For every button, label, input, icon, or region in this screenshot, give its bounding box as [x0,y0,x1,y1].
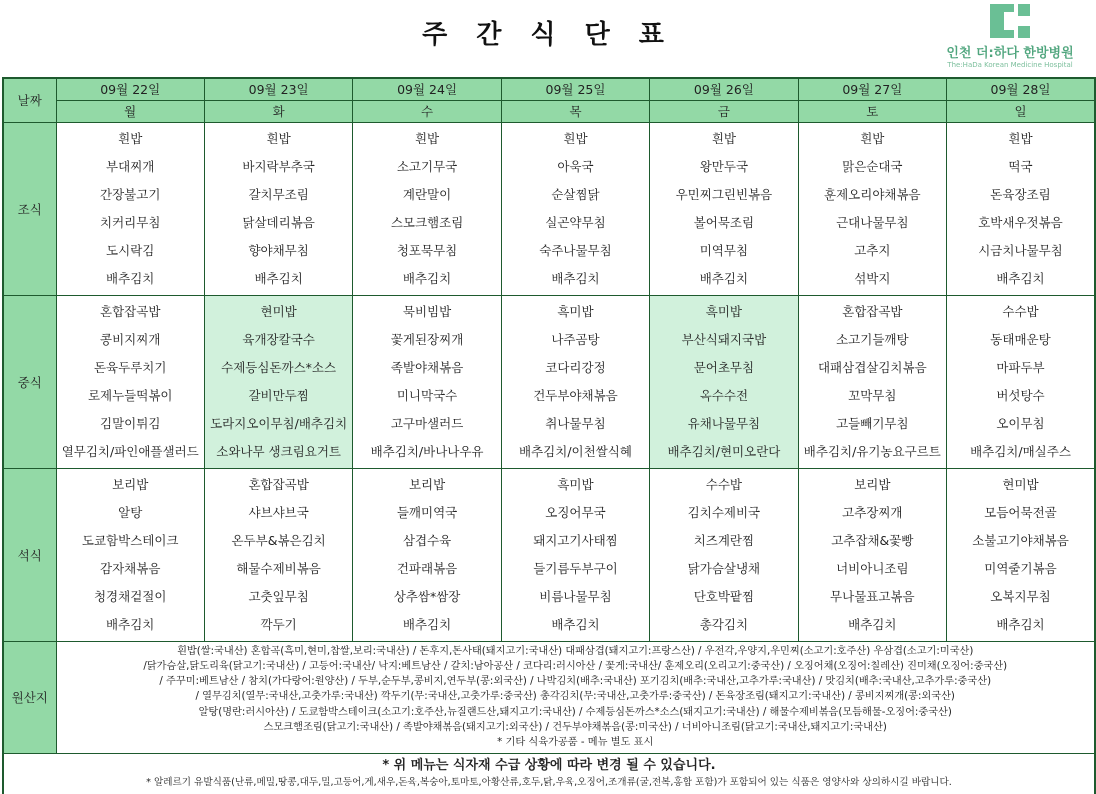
origin-line: /닭가슴살,닭도리육(닭고기:국내산) / 고등어:국내산/ 낙지:베트남산 / 갈치:남아공산 / 코다리:러시아산 / 꽃게:국내산/ 훈제오리(오리고기:중국산) / 오징어채(오징어:칠레산) 진미채(오징어:중국산) [143,660,1008,672]
date-cell: 09월 26일 [650,78,798,100]
weekday-cell: 토 [798,100,946,122]
menu-item: 부산식돼지국밥 [681,331,767,347]
lunch-menu-cell [798,295,946,468]
menu-item: 배추김치/현미오란다 [667,443,781,459]
menu-item: 나주곰탕 [551,331,600,347]
date-cell: 09월 27일 [798,78,946,100]
menu-item: 우민찌그린빈볶음 [675,186,773,202]
menu-item: 배추김치/유기농요구르트 [803,443,941,459]
menu-item: 배추김치 [996,616,1045,632]
menu-item: 섞박지 [854,270,891,286]
menu-item: 갈치무조림 [248,186,309,202]
dinner-menu-cell [204,468,352,641]
menu-item: 훈제오리야채볶음 [824,186,921,202]
breakfast-menu-cell [353,122,501,295]
menu-item: 모듬어묵전골 [984,504,1057,520]
date-cell: 09월 22일 [56,78,204,100]
menu-item: 맑은순대국 [842,158,903,174]
menu-item: 육개장칼국수 [242,331,315,347]
menu-item: 배추김치 [699,270,749,286]
dinner-menu-cell [353,468,501,641]
page-title: 주 간 식 단 표 [422,20,674,50]
menu-item: 닭살데리볶음 [242,214,315,230]
menu-item: 총각김치 [699,616,749,632]
date-cell: 09월 23일 [204,78,352,100]
dinner-menu-cell [501,468,649,641]
menu-item: 도시락김 [106,242,155,258]
hospital-logo-icon [990,4,1030,38]
menu-item: 배추김치 [848,616,897,632]
menu-item: 떡국 [1008,158,1033,174]
dinner-menu-cell [650,468,798,641]
origin-line: 흰밥(쌀:국내산) 혼합곡(흑미,현미,찹쌀,보리:국내산) / 돈후지,돈사태(돼지고기:국내산) 대패삼겹(돼지고기:프랑스산) / 우전각,우양지,우민찌(소고기:호주산) 우삼겹(소고기:미국산) [177,645,974,657]
menu-item: 무나물표고볶음 [830,588,915,604]
lunch-menu-cell [650,295,798,468]
weekday-cell: 일 [947,100,1095,122]
menu-item: 청포묵무침 [396,242,458,258]
menu-item: 왕만두국 [699,158,749,174]
menu-item: 흰밥 [1008,130,1033,146]
menu-item: 보리밥 [408,476,446,492]
menu-item: 비름나물무침 [539,588,612,604]
lunch-menu-cell [56,295,204,468]
menu-item: 소고기들깨탕 [836,331,909,347]
breakfast-menu-cell [798,122,946,295]
origin-line: * 기타 식육가공품 - 메뉴 별도 표시 [497,737,654,749]
weekday-cell: 수 [353,100,501,122]
menu-item: 들깨미역국 [396,504,458,520]
menu-item: 유채나물무침 [687,415,761,431]
menu-item: 배추김치 [551,616,600,632]
menu-item: 오징어무국 [545,504,606,520]
menu-item: 로제누들떡볶이 [87,387,173,403]
menu-item: 시금치나물무침 [978,242,1063,258]
menu-item: 숙주나물무침 [539,242,612,258]
menu-item: 흰밥 [118,130,143,146]
menu-item: 흰밥 [563,130,588,146]
hospital-name: 인천 더:하다 한방병원 [946,46,1074,61]
menu-item: 근대나물무침 [836,214,909,230]
origin-line: 알탕(명란:러시아산) / 도쿄함박스테이크(소고기:호주산,뉴질랜드산,돼지고기:국내산) / 수제등심돈까스*소스(돼지고기:국내산) / 해물수제비볶음(모듬해물-오징어:중국산) [198,706,952,718]
menu-item: 흰밥 [860,130,885,146]
allergy-notice: * 알레르기 유발식품(난류,메밀,땅콩,대두,밀,고등어,게,새우,돈육,복숭아,토마토,아황산류,호두,닭,우육,오징어,조개류(굴,전복,홍합 포함)가 포함되어 있는 식품은 영양사와 상의하시길 바랍니다. [146,776,952,788]
menu-item: 상추쌈*쌈장 [393,588,461,604]
lunch-menu-cell [947,295,1095,468]
date-row [3,78,1095,100]
breakfast-menu-cell [650,122,798,295]
menu-item: 보리밥 [854,476,891,492]
menu-item: 온두부&볶은김치 [231,532,326,548]
menu-item: 건두부야채볶음 [533,387,618,403]
menu-item: 대패삼겹살김치볶음 [817,359,927,375]
lunch-menu-cell [204,295,352,468]
menu-item: 혼합잡곡밥 [248,476,309,492]
menu-item: 청경채겉절이 [93,588,167,604]
menu-item: 들기름두부구이 [533,560,618,576]
origin-line: / 열무김치(열무:국내산,고춧가루:국내산) 깍두기(무:국내산,고춧가루:중국산) 총각김치(무:국내산,고춧가루:중국산) / 돈육장조림(돼지고기:국내산) / 콩비지찌개(콩:외국산) [195,691,955,703]
menu-change-notice: * 위 메뉴는 식자재 수급 상황에 따라 변경 될 수 있습니다. [382,757,716,773]
menu-item: 김말이튀김 [100,415,161,431]
menu-item: 고추장찌개 [842,504,903,520]
menu-item: 꽃게된장찌개 [390,331,464,347]
menu-item: 배추김치/이천쌀식혜 [519,443,632,459]
menu-item: 호박새우젓볶음 [978,214,1063,230]
lunch-row [3,295,1095,468]
breakfast-label: 조식 [3,122,56,295]
menu-item: 샤브샤브국 [248,504,309,520]
lunch-label: 중식 [3,295,56,468]
menu-item: 건파래볶음 [396,560,458,576]
menu-item: 열무김치/파인애플샐러드 [61,443,199,459]
menu-item: 흰밥 [711,130,736,146]
menu-item: 너비아니조림 [836,560,909,576]
menu-item: 소고기무국 [396,158,458,174]
menu-item: 현미밥 [1002,476,1039,492]
menu-item: 알탕 [118,504,143,520]
date-cell: 09월 24일 [353,78,501,100]
menu-item: 치커리무침 [100,214,161,230]
weekday-cell: 목 [501,100,649,122]
dinner-menu-cell [798,468,946,641]
origin-line: 스모크햄조림(닭고기:국내산) / 족발야채볶음(돼지고기:외국산) / 건두부야채볶음(콩:미국산) / 너비아니조림(닭고기:국내산,돼지고기:국내산) [263,721,887,733]
menu-item: 콩비지찌개 [100,331,161,347]
menu-item: 취나물무침 [545,415,606,431]
menu-item: 부대찌개 [106,158,155,174]
menu-item: 흑미밥 [705,303,743,319]
origin-line: / 주꾸미:베트남산 / 참치(가다랑어:원양산) / 두부,순두부,콩비지,연두부(콩:외국산) / 나박김치(배추:국내산) 포기김치(배추:국내산,고추가루:국내산) / 맛김치(배추:국내산,고추가루:중국산) [159,676,992,688]
menu-item: 꼬막무침 [848,387,897,403]
menu-item: 배추김치 [106,270,155,286]
hospital-logo [930,4,1090,69]
menu-item: 미역무침 [699,242,749,258]
menu-item: 해물수제비볶음 [236,560,321,576]
menu-item: 족발야채볶음 [390,359,464,375]
menu-item: 배추김치/바나나우유 [370,443,484,459]
menu-item: 흰밥 [266,130,291,146]
menu-item: 돈육두루치기 [93,359,167,375]
menu-item: 배추김치 [402,270,452,286]
menu-item: 순살찜닭 [551,186,600,202]
menu-item: 동태매운탕 [990,331,1051,347]
menu-item: 삼겹수육 [402,532,452,548]
weekday-cell: 월 [56,100,204,122]
menu-item: 볼어묵조림 [693,214,755,230]
dinner-row [3,468,1095,641]
weekday-row [3,100,1095,122]
menu-item: 실곤약무침 [545,214,606,230]
menu-item: 갈비만두찜 [248,387,309,403]
menu-item: 보리밥 [112,476,149,492]
breakfast-menu-cell [56,122,204,295]
menu-item: 소와나무 생크림요거트 [216,443,341,459]
menu-item: 혼합잡곡밥 [100,303,161,319]
weekly-menu-table [2,77,1096,794]
menu-item: 배추김치/매실주스 [970,443,1071,459]
menu-item: 배추김치 [551,270,600,286]
menu-item: 감자채볶음 [100,560,161,576]
menu-item: 옥수수전 [699,387,749,403]
menu-item: 코다리강정 [545,359,606,375]
menu-item: 배추김치 [996,270,1045,286]
menu-item: 배추김치 [254,270,303,286]
menu-item: 흑미밥 [557,303,594,319]
menu-item: 수수밥 [705,476,743,492]
origin-info [56,641,1095,753]
menu-item: 아욱국 [557,158,594,174]
menu-item: 도쿄함박스테이크 [81,532,179,548]
weekday-cell: 금 [650,100,798,122]
menu-item: 배추김치 [402,616,452,632]
origin-row [3,641,1095,753]
menu-item: 미니막국수 [396,387,458,403]
menu-item: 고춧잎무침 [248,588,309,604]
menu-item: 오이무침 [996,415,1045,431]
lunch-menu-cell [501,295,649,468]
menu-item: 고추지 [854,242,891,258]
menu-item: 고들빼기무침 [836,415,909,431]
menu-item: 문어초무침 [693,359,755,375]
menu-item: 현미밥 [260,303,297,319]
footnote-row [3,753,1095,794]
menu-item: 오복지무침 [990,588,1051,604]
menu-item: 배추김치 [106,616,155,632]
dinner-menu-cell [56,468,204,641]
date-cell: 09월 28일 [947,78,1095,100]
weekday-cell: 화 [204,100,352,122]
menu-item: 깍두기 [260,616,297,632]
lunch-menu-cell [353,295,501,468]
menu-item: 스모크햄조림 [390,214,464,230]
menu-item: 수수밥 [1002,303,1039,319]
breakfast-menu-cell [501,122,649,295]
menu-item: 고추잡채&꽃빵 [831,532,914,548]
menu-item: 돈육장조림 [990,186,1051,202]
menu-item: 간장불고기 [100,186,161,202]
menu-item: 미역줄기볶음 [984,560,1057,576]
menu-item: 도라지오이무침/배추김치 [210,415,348,431]
breakfast-menu-cell [947,122,1095,295]
menu-item: 버섯탕수 [996,387,1045,403]
dinner-label: 석식 [3,468,56,641]
menu-item: 흰밥 [414,130,440,146]
menu-item: 묵비빔밥 [402,303,452,319]
date-cell: 09월 25일 [501,78,649,100]
menu-item: 마파두부 [996,359,1045,375]
menu-item: 향야채무침 [248,242,309,258]
menu-item: 닭가슴살냉채 [687,560,761,576]
breakfast-menu-cell [204,122,352,295]
dinner-menu-cell [947,468,1095,641]
menu-item: 단호박팥찜 [693,588,755,604]
footnote [3,753,1095,794]
menu-item: 치즈계란찜 [693,532,755,548]
origin-label: 원산지 [3,641,56,753]
menu-item: 소불고기야채볶음 [972,532,1069,548]
menu-item: 김치수제비국 [687,504,761,520]
hospital-name-english: The:HaDa Korean Medicine Hospital [947,61,1073,69]
menu-item: 계란말이 [402,186,452,202]
menu-item: 돼지고기사태찜 [533,532,618,548]
date-header: 날짜 [3,78,56,122]
menu-item: 고구마샐러드 [390,415,464,431]
menu-item: 수제등심돈까스*소스 [221,359,337,375]
menu-item: 바지락부추국 [242,158,315,174]
breakfast-row [3,122,1095,295]
menu-item: 혼합잡곡밥 [842,303,903,319]
menu-item: 흑미밥 [557,476,594,492]
